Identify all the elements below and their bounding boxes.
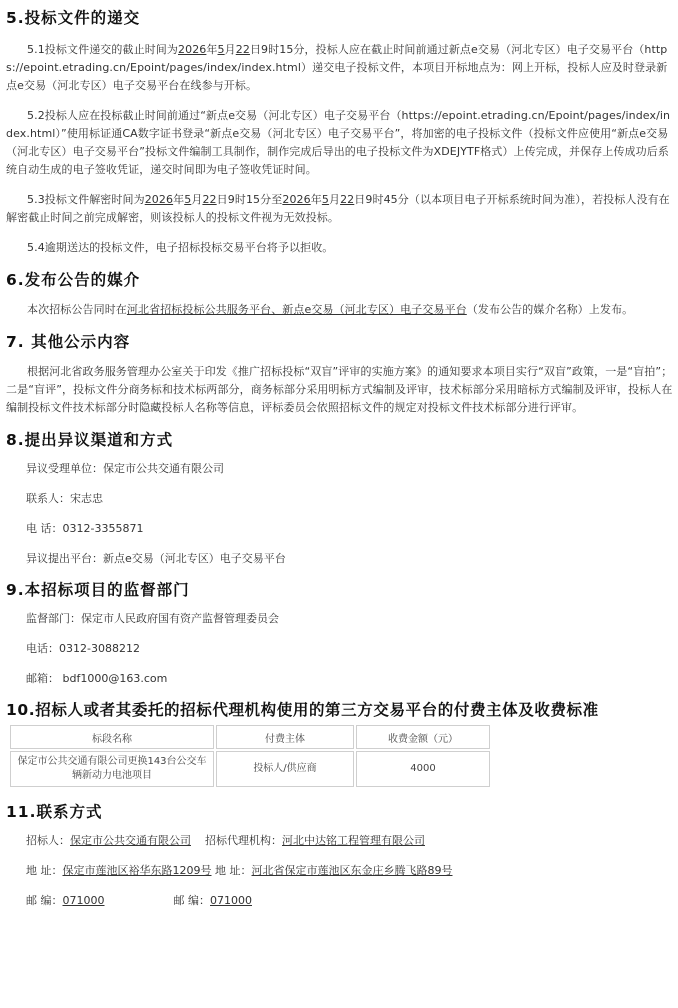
section-5-title: 5.投标文件的递交 — [6, 9, 141, 27]
table-cell: 投标人/供应商 — [216, 751, 354, 787]
tenderer-address: 保定市莲池区裕华东路1209号 — [62, 864, 212, 877]
objection-unit: 异议受理单位：保定市公共交通有限公司 — [26, 462, 224, 475]
agency-address: 河北省保定市莲池区东金庄乡腾飞路89号 — [251, 864, 453, 877]
media-link[interactable]: 河北省招标投标公共服务平台、新点e交易（河北专区）电子交易平台 — [126, 303, 467, 316]
section-6-title: 6.发布公告的媒介 — [6, 271, 141, 289]
section-11-title: 11.联系方式 — [6, 803, 103, 821]
table-header-cell: 付费主体 — [216, 725, 354, 749]
section-5-3-paragraph: 5.3投标文件解密时间为2026年5月22日9时15分至2026年5月22日9时45分（以本项目电子开标系统时间为准），若投标人没有在解密截止时间之前完成解密，则该投标人的投标文件视为无效投标。 — [6, 193, 670, 224]
fee-table — [8, 723, 492, 789]
supervision-email: 邮箱： bdf1000@163.com — [26, 672, 168, 685]
table-header-cell: 标段名称 — [10, 725, 214, 749]
contact-row-names: 招标人：保定市公共交通有限公司 招标代理机构：河北中达铭工程管理有限公司 — [26, 834, 425, 847]
contact-row-zip: 邮 编：071000 邮 编：071000 — [26, 894, 252, 907]
section-7-title: 7. 其他公示内容 — [6, 333, 131, 351]
section-5-4-paragraph: 5.4逾期送达的投标文件，电子招标投标交易平台将予以拒收。 — [27, 241, 334, 254]
table-row — [10, 751, 490, 787]
table-cell: 4000 — [356, 751, 490, 787]
agency-zip: 071000 — [210, 894, 252, 907]
objection-platform: 异议提出平台：新点e交易（河北专区）电子交易平台 — [26, 552, 286, 565]
table-cell: 保定市公共交通有限公司更换143台公交车辆新动力电池项目 — [10, 751, 214, 787]
table-header-row — [10, 725, 490, 749]
section-6-paragraph: 本次招标公告同时在河北省招标投标公共服务平台、新点e交易（河北专区）电子交易平台（发布公告的媒介名称）上发布。 — [27, 303, 634, 316]
section-5-1-paragraph: 5.1投标文件递交的截止时间为2026年5月22日9时15分，投标人应在截止时间前通过新点e交易（河北专区）电子交易平台（https://epoint.etrading.cn/Epoint/pages/index/index.html）递交电子投标文件，本项目开标地点为：网上开标，投标人应及时登录新点e交易（河北专区）电子交易平台在线参与开标。 — [6, 43, 668, 92]
section-5-2-paragraph: 5.2投标人应在投标截止时间前通过“新点e交易（河北专区）电子交易平台（https://epoint.etrading.cn/Epoint/pages/index/index.html）”使用标证通CA数字证书登录“新点e交易（河北专区）电子交易平台”，将加密的电子投标文件（投标文件应使用“新点e交易（河北专区）电子交易平台”投标文件编制工具制作，制作完成后导出的电子投标文件为XDEJYTF格式）上传完成，并保存上传成功后系统自动生成的电子签收凭证，递交时间即为电子签收凭证时间。 — [6, 109, 671, 176]
section-7-paragraph: 根据河北省政务服务管理办公室关于印发《推广招标投标“双盲”评审的实施方案》的通知要求本项目实行“双盲”政策，一是“盲拍”；二是“盲评”，投标文件分商务标和技术标两部分，商务标部分采用明标方式编制及评审，技术标部分采用暗标方式编制及评审，投标人在编制投标文件技术标部分时隐藏投标人名称等信息，评标委员会依照招标文件的规定对投标文件技术标部分进行评审。 — [6, 365, 673, 414]
tenderer-name: 保定市公共交通有限公司 — [70, 834, 191, 847]
objection-phone: 电 话：0312-3355871 — [26, 522, 144, 535]
tenderer-zip: 071000 — [62, 894, 105, 907]
section-10-title: 10.招标人或者其委托的招标代理机构使用的第三方交易平台的付费主体及收费标准 — [6, 701, 599, 719]
section-8-title: 8.提出异议渠道和方式 — [6, 431, 174, 449]
supervision-dept: 监督部门：保定市人民政府国有资产监督管理委员会 — [26, 612, 279, 625]
agency-name: 河北中达铭工程管理有限公司 — [282, 834, 425, 847]
objection-contact: 联系人：宋志忠 — [26, 492, 103, 505]
table-header-cell: 收费金额（元） — [356, 725, 490, 749]
section-9-title: 9.本招标项目的监督部门 — [6, 581, 190, 599]
supervision-phone: 电话：0312-3088212 — [26, 642, 140, 655]
contact-row-address: 地 址：保定市莲池区裕华东路1209号 地 址：河北省保定市莲池区东金庄乡腾飞路89号 — [26, 864, 453, 877]
